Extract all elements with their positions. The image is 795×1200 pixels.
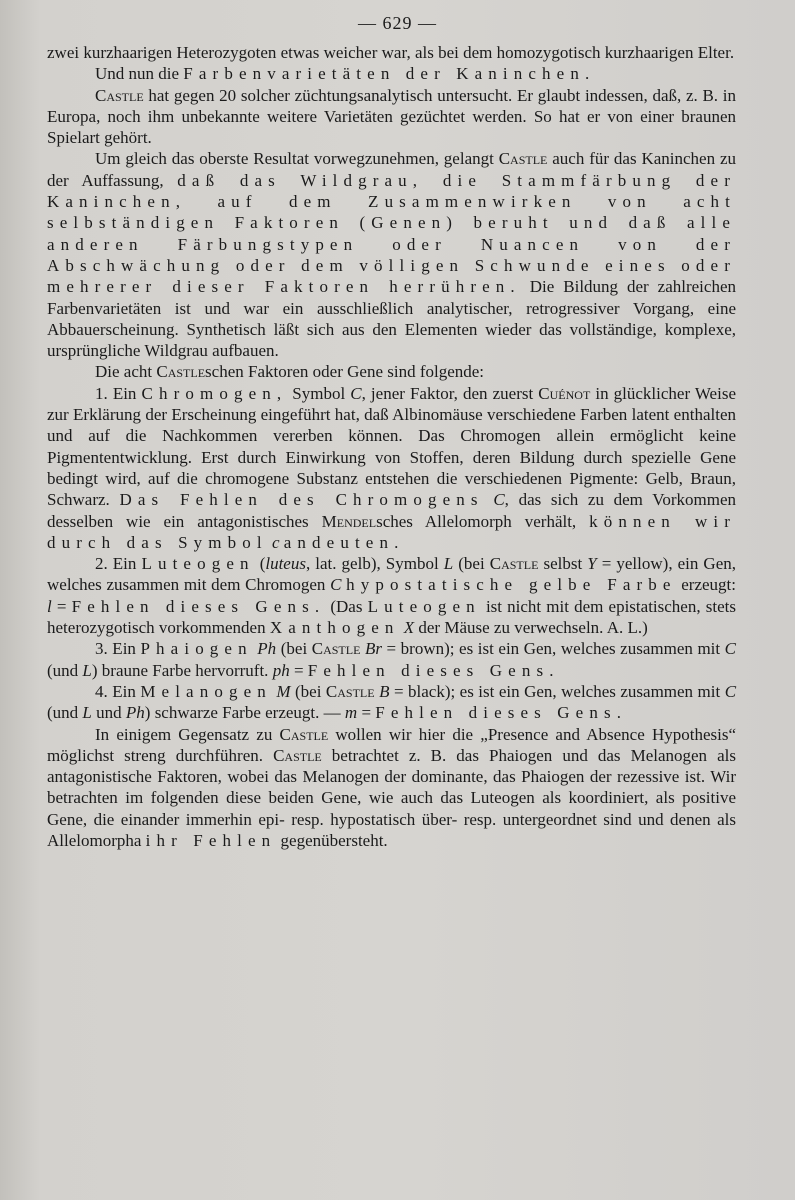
- emphasized-text: ihr Fehlen: [145, 830, 277, 850]
- paragraph: [47, 724, 736, 852]
- text-run: = yellow), ein Gen, welches zusammen mit dem Chromogen: [47, 554, 737, 595]
- text-run: (bei: [290, 681, 326, 701]
- paragraph: [47, 63, 736, 84]
- text-run: Und nun die: [95, 64, 184, 84]
- paragraph: [47, 681, 736, 724]
- text-run: und: [91, 703, 126, 723]
- text-run: ist nicht mit dem epistatischen, stets heterozygotisch vorkommenden: [47, 596, 736, 638]
- symbol-text: Ph: [125, 703, 145, 723]
- author-name: Castle: [273, 745, 322, 765]
- text-run: 2. Ein: [95, 554, 142, 574]
- author-name: Mendel: [321, 511, 377, 531]
- author-name: Castle: [95, 85, 144, 105]
- text-run: 1. Ein: [95, 383, 142, 403]
- text-run: =: [289, 660, 308, 680]
- symbol-text: luteus: [265, 554, 306, 574]
- symbol-text: C: [724, 639, 737, 659]
- text-run: auch für das Kaninchen zu der Auffassung,: [47, 149, 736, 190]
- text-run: In einigem Gegensatz zu: [95, 724, 280, 744]
- emphasized-text: Farbenvarietäten der Kaninchen.: [183, 64, 596, 84]
- symbol-text: L: [82, 660, 92, 680]
- paragraph: [47, 361, 736, 382]
- emphasized-text: Luteogen: [367, 596, 481, 616]
- text-run: , das sich zu dem Vorkommen desselben wie ein antagonistisches: [47, 490, 736, 531]
- text-run: ) schwarze Farbe erzeugt. —: [144, 703, 345, 723]
- symbol-text: c: [271, 532, 280, 552]
- paragraph: [47, 148, 736, 361]
- text-run: erzeugt:: [676, 575, 736, 595]
- text-run: =: [51, 596, 72, 616]
- author-name: Castle: [311, 639, 361, 659]
- text-run: selbst: [538, 554, 588, 574]
- symbol-text: L: [82, 703, 92, 723]
- emphasized-text: Luteogen: [141, 554, 255, 574]
- emphasized-text: daß das Wildgrau, die Stammfärbung der Kaninchen, auf dem Zusammenwirken von acht selbständigen Faktoren (Genen) beruht und daß alle anderen Färbungstypen oder Nuancen von der Abschwächung oder dem völligen Schwunde eines oder mehrerer dieser Faktoren herrühren.: [47, 170, 736, 297]
- emphasized-text: Fehlen dieses Gens.: [307, 660, 560, 680]
- symbol-text: Y: [587, 554, 597, 574]
- text-run: 3. Ein: [95, 639, 141, 659]
- author-name: Castle: [325, 681, 375, 701]
- text-run: (Das: [325, 596, 368, 616]
- paragraph: [47, 553, 736, 638]
- emphasized-text: Xanthogen: [269, 618, 400, 638]
- text-run: zwei kurzhaarigen Heterozygoten etwas weicher war, als bei dem homozygotisch kurzhaarigen Elter.: [47, 43, 735, 62]
- text-run: = brown); es ist ein Gen, welches zusammen mit: [381, 639, 725, 659]
- text-run: schen Faktoren oder Gene sind folgende:: [205, 362, 485, 382]
- author-name: Castle: [489, 554, 539, 574]
- symbol-text: C: [350, 383, 362, 403]
- author-name: Castle: [279, 724, 329, 744]
- paragraph: [47, 638, 736, 681]
- emphasized-text: Chromogen,: [141, 383, 288, 403]
- emphasized-text: Phaiogen: [140, 639, 253, 659]
- text-run: , jener Faktor, den zuerst: [361, 383, 539, 403]
- text-run: in glücklicher Weise zur Erklärung der Erscheinung eingeführt hat, daß Albinomäuse verschiedene Farben latent enthalten und auf die Nachkommen vererben können. Das Chromogen allein ermöglicht keine Pigmententwicklung. Erst durch Einwirkung von Stoffen, deren Bildung durch spezielle Gene bedingt wird, auf die chromogene Substanz entstehen die verschiedenen Pigmente: Gelb, Braun, Schwarz.: [47, 383, 736, 510]
- text-run: 4. Ein: [95, 681, 141, 701]
- paragraph: [47, 42, 736, 63]
- symbol-text: C: [724, 681, 737, 701]
- emphasized-text: Das Fehlen des Chromogens: [119, 490, 484, 510]
- text-run: (bei: [453, 554, 490, 574]
- emphasized-text: hypostatische gelbe Farbe: [346, 575, 677, 595]
- text-run: ) braune Farbe hervorruft.: [91, 660, 273, 680]
- text-run: der Mäuse zu verwechseln. A. L.): [414, 618, 648, 638]
- paragraph: [47, 383, 736, 553]
- text-run: Um gleich das oberste Resultat vorwegzunehmen, gelangt: [95, 149, 499, 169]
- author-name: Castle: [156, 362, 206, 382]
- text-run: (: [254, 554, 266, 574]
- symbol-text: X: [403, 618, 415, 638]
- symbol-text: C: [330, 575, 342, 595]
- emphasized-text: Fehlen dieses Gens.: [71, 596, 326, 616]
- text-run: (bei: [276, 639, 312, 659]
- symbol-text: l: [47, 596, 52, 616]
- symbol-text: B: [379, 681, 390, 701]
- emphasized-text: können wir durch das Symbol: [47, 511, 736, 552]
- emphasized-text: Melanogen: [140, 681, 272, 701]
- symbol-text: C: [493, 490, 505, 510]
- symbol-text: M: [276, 681, 291, 701]
- body-text: [47, 42, 736, 851]
- text-run: Die Bildung der zahlreichen Farbenvarietäten ist und war ein ausschließlich analytischer, retrogressiver Vorgang, eine Abbauerscheinung. Synthetisch läßt sich aus den Elementen wieder das vollständige, komplexe, ursprüngliche Wildgrau aufbauen.: [47, 277, 737, 361]
- text-run: (und: [47, 703, 83, 723]
- text-run: , lat. gelb), Symbol: [305, 554, 444, 574]
- text-run: = black); es ist ein Gen, welches zusammen mit: [389, 681, 725, 701]
- symbol-text: m: [344, 703, 358, 723]
- paragraph: [47, 85, 736, 149]
- page-number: — 629 —: [358, 13, 437, 33]
- text-run: hat gegen 20 solcher züchtungsanalytisch untersucht. Er glaubt indessen, daß, z. B. in Europa, noch ihm unbekannte weitere Varietäten gezüchtet werden. So hat er von einer braunen Spielart gehört.: [47, 85, 736, 148]
- text-run: wollen wir hier die „Presence and Absence Hypothesis“ möglichst streng durchführen.: [47, 724, 736, 765]
- symbol-text: Br: [364, 639, 382, 659]
- symbol-text: Ph: [257, 639, 277, 659]
- text-run: =: [357, 703, 376, 723]
- text-run: Die acht: [95, 362, 157, 382]
- emphasized-text: andeuten.: [283, 532, 405, 552]
- text-run: Symbol: [287, 383, 351, 403]
- text-run: [484, 490, 494, 509]
- author-name: Cuénot: [538, 383, 591, 403]
- symbol-text: L: [443, 554, 454, 574]
- text-run: (und: [47, 660, 83, 680]
- emphasized-text: Fehlen dieses Gens.: [375, 703, 628, 723]
- text-run: gegenübersteht.: [276, 830, 388, 850]
- text-run: betrachtet z. B. das Phaiogen und das Melanogen als antagonistische Faktoren, wobei das Melanogen der dominante, das Phaiogen der rezessive ist. Wir betrachten im folgenden diese beiden Gene, wie auch das Luteogen als koordiniert, als positive Gene, die einander immerhin epi- resp. hypostatisch über- resp. untergeordnet sind und denen als Allelomorpha: [47, 745, 736, 850]
- symbol-text: ph: [272, 660, 290, 680]
- text-run: sches Allelomorph verhält,: [376, 511, 590, 531]
- author-name: Castle: [498, 149, 548, 169]
